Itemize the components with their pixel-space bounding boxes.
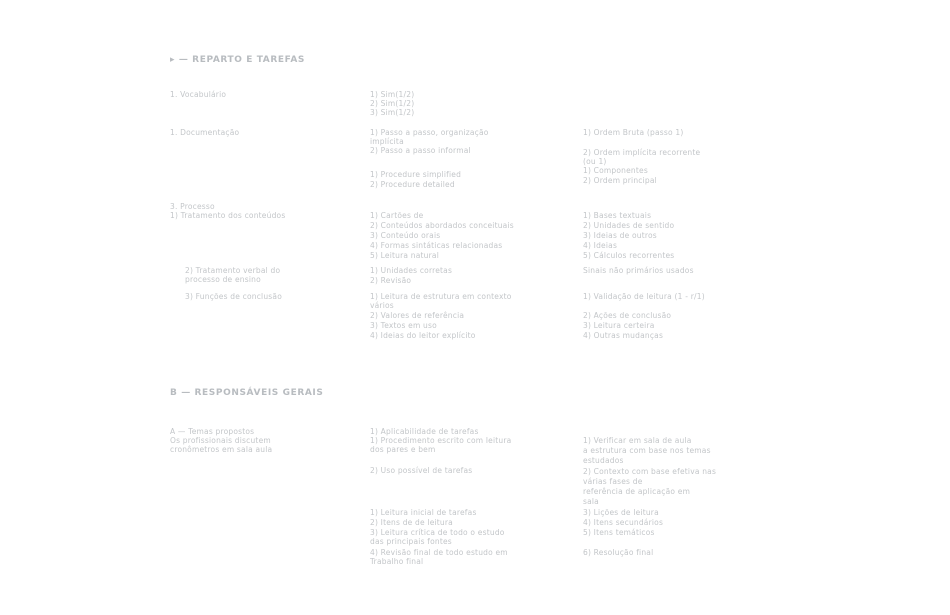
row-item: 1) Leitura inicial de tarefas xyxy=(370,508,477,517)
row-label: 1. Documentação xyxy=(170,128,240,137)
row-item: 2) Procedure detailed xyxy=(370,180,455,189)
row-item: 3) Leitura certeira xyxy=(583,321,655,330)
row-item: referência de aplicação em xyxy=(583,487,691,496)
row-label: cronômetros em sala aula xyxy=(170,445,273,454)
row-item: 4) Ideias xyxy=(583,241,618,250)
row-item: 6) Resolução final xyxy=(583,548,654,557)
row-item: 4) Itens secundários xyxy=(583,518,664,527)
row-item: 2) Unidades de sentido xyxy=(583,221,675,230)
row-item: sala xyxy=(583,497,599,506)
row-item: 2) Sim(1/2) xyxy=(370,99,415,108)
row-item: 2) Conteúdos abordados conceituais xyxy=(370,221,514,230)
row-label: A — Temas propostos xyxy=(170,427,255,436)
row-item: 1) Procedure simplified xyxy=(370,170,462,179)
row-item: estudados xyxy=(583,456,624,465)
row-item: 4) Outras mudanças xyxy=(583,331,664,340)
row-item: 1) Sim(1/2) xyxy=(370,90,415,99)
row-item: 3) Ideias de outros xyxy=(583,231,657,240)
row-item: 2) Itens de de leitura xyxy=(370,518,453,527)
row-item: 3) Leitura crítica de todo o estudo xyxy=(370,528,505,537)
row-label: Os profissionais discutem xyxy=(170,436,271,445)
row-item: 4) Revisão final de todo estudo em xyxy=(370,548,508,557)
row-label: 3. Processo xyxy=(170,202,215,211)
row-item: das principais fontes xyxy=(370,537,452,546)
row-item: 2) Contexto com base efetiva nas xyxy=(583,467,717,476)
row-item: 1) Componentes xyxy=(583,166,648,175)
row-item: 4) Ideias do leitor explícito xyxy=(370,331,476,340)
row-item: 1) Procedimento escrito com leitura xyxy=(370,436,512,445)
row-item: 1) Aplicabilidade de tarefas xyxy=(370,427,479,436)
row-label: 1) Tratamento dos conteúdos xyxy=(170,211,286,220)
row-item: 1) Verificar em sala de aula xyxy=(583,436,692,445)
row-item: (ou 1) xyxy=(583,157,607,166)
row-item: 1) Validação de leitura (1 - r/1) xyxy=(583,292,705,301)
row-item: várias fases de xyxy=(583,477,643,486)
row-item: 1) Ordem Bruta (passo 1) xyxy=(583,128,684,137)
row-item: 5) Cálculos recorrentes xyxy=(583,251,675,260)
row-item: 1) Passo a passo, organização xyxy=(370,128,489,137)
row-item: 5) Itens temáticos xyxy=(583,528,655,537)
row-item: 1) Bases textuais xyxy=(583,211,652,220)
row-item: 2) Uso possível de tarefas xyxy=(370,466,473,475)
row-item: 2) Valores de referência xyxy=(370,311,465,320)
row-item: 2) Ações de conclusão xyxy=(583,311,672,320)
row-item: 2) Ordem principal xyxy=(583,176,657,185)
row-label: processo de ensino xyxy=(185,275,261,284)
section-heading-1: ▸ — REPARTO E TAREFAS xyxy=(170,55,305,65)
row-item: a estrutura com base nos temas xyxy=(583,446,711,455)
row-item: 3) Textos em uso xyxy=(370,321,437,330)
row-item: 2) Revisão xyxy=(370,276,412,285)
row-item: 4) Formas sintáticas relacionadas xyxy=(370,241,503,250)
row-item: 5) Leitura natural xyxy=(370,251,439,260)
row-item: dos pares e bem xyxy=(370,445,436,454)
row-item: Trabalho final xyxy=(370,557,424,566)
row-item: Sinais não primários usados xyxy=(583,266,694,275)
row-item: 2) Ordem implícita recorrente xyxy=(583,148,701,157)
row-item: 1) Leitura de estrutura em contexto xyxy=(370,292,512,301)
row-item: 3) Lições de leitura xyxy=(583,508,659,517)
section-heading-2: B — RESPONSÁVEIS GERAIS xyxy=(170,388,324,398)
row-item: 3) Conteúdo orais xyxy=(370,231,441,240)
row-label: 2) Tratamento verbal do xyxy=(185,266,281,275)
row-item: 3) Sim(1/2) xyxy=(370,108,415,117)
row-item: implícita xyxy=(370,137,404,146)
row-item: 1) Unidades corretas xyxy=(370,266,453,275)
row-label: 3) Funções de conclusão xyxy=(185,292,282,301)
row-item: vários xyxy=(370,301,394,310)
row-item: 2) Passo a passo informal xyxy=(370,146,471,155)
row-item: 1) Cartões de xyxy=(370,211,424,220)
row-label: 1. Vocabulário xyxy=(170,90,227,99)
